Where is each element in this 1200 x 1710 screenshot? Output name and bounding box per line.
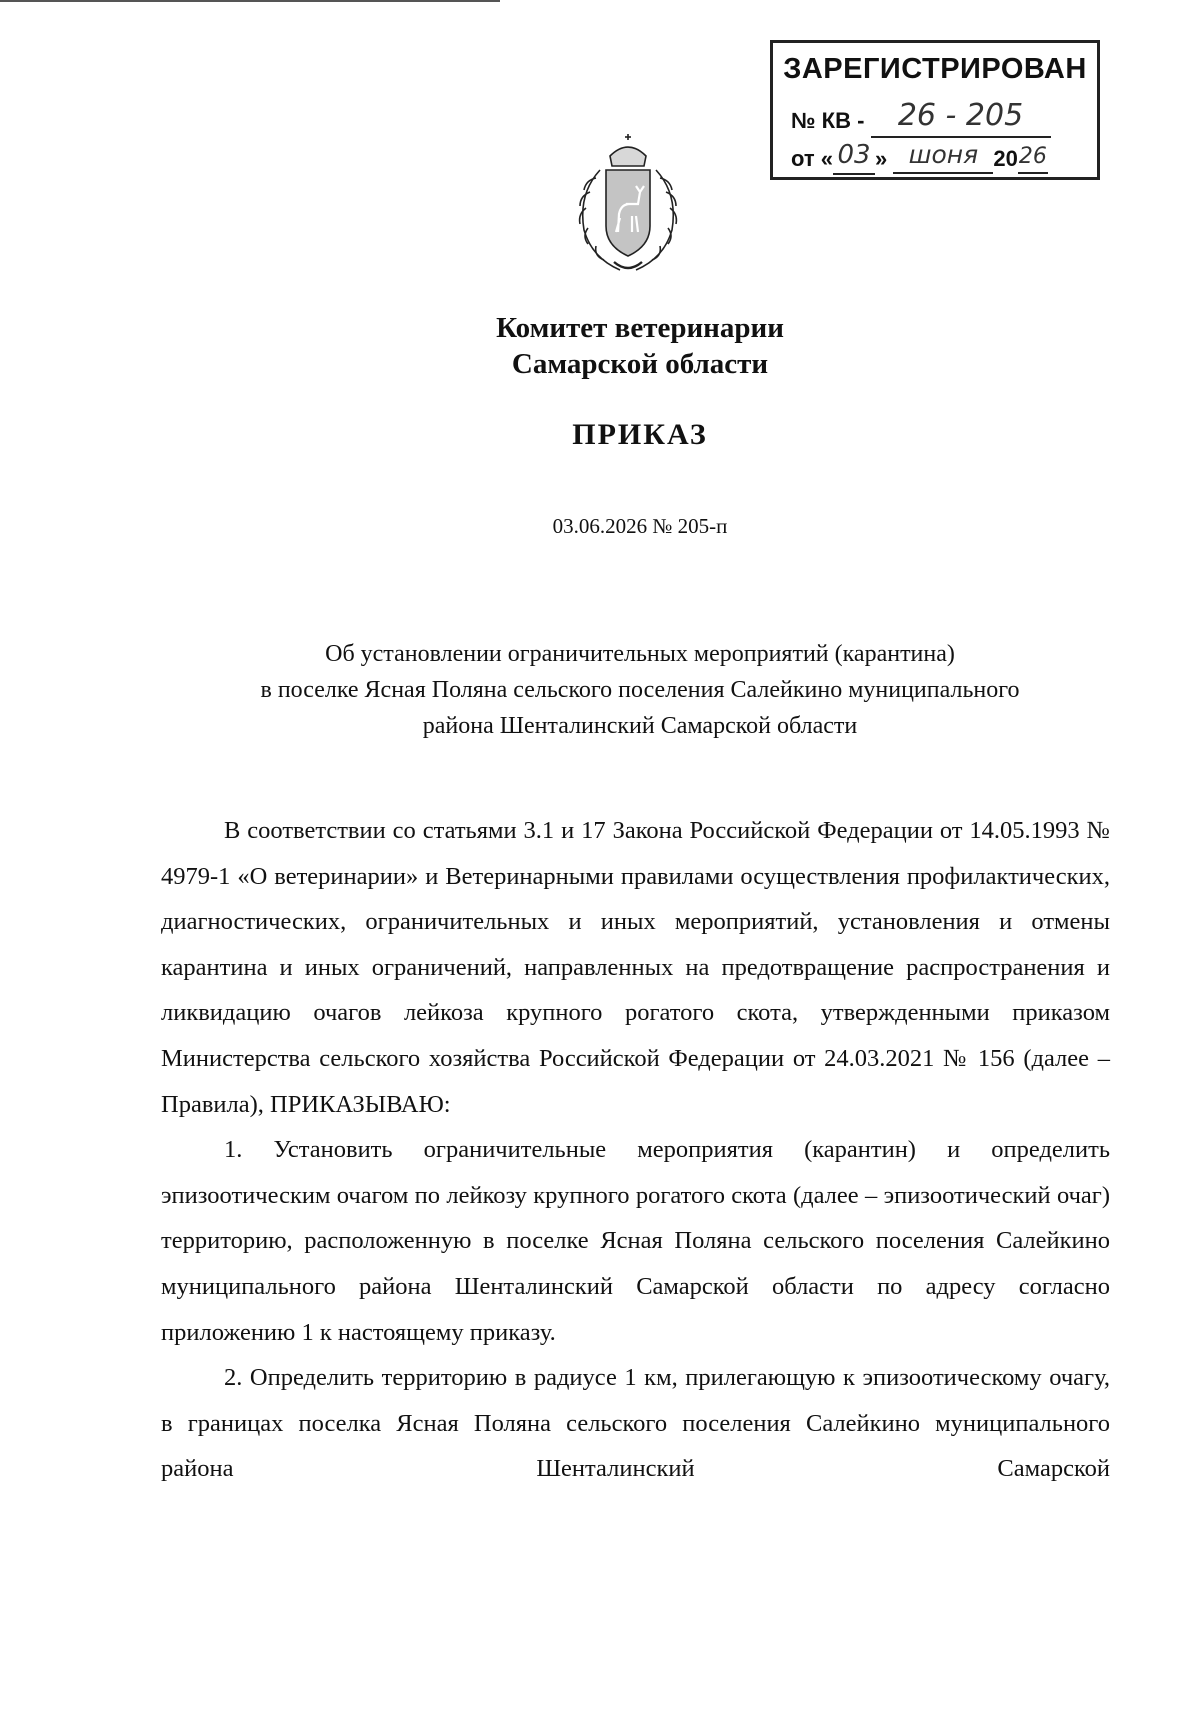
document-type: ПРИКАЗ: [572, 418, 708, 451]
stamp-title: ЗАРЕГИСТРИРОВАН: [783, 53, 1087, 85]
stamp-date-separator: »: [875, 146, 888, 171]
authority-line-2: Самарской области: [511, 348, 769, 381]
issuing-authority: [0, 310, 1200, 383]
document-date-number: 03.06.2026 № 205-п: [552, 514, 728, 538]
stamp-year-field: [1018, 146, 1048, 174]
document-subject: [0, 636, 1200, 744]
stamp-year-handwritten: 26: [1018, 144, 1047, 169]
stamp-date-row: [791, 140, 1083, 175]
body-paragraph-preamble: В соответствии со статьями 3.1 и 17 Закона Российской Федерации от 14.05.1993 № 4979-1 «О ветеринарии» и Ветеринарными правилами осуществления профилактических, диагностических, ограничительных и иных мероприятий, установления и отмены карантина и иных ограничений, направленных на предотвращение распространения и ликвидацию очагов лейкоза крупного рогатого скота, утвержденными приказом Министерства сельского хозяйства Российской Федерации от 24.03.2021 № 156 (далее – Правила), ПРИКАЗЫВАЮ:: [161, 817, 1110, 1118]
body-paragraph-item-1: 1. Установить ограничительные мероприятия (карантин) и определить эпизоотическим очагом по лейкозу крупного рогатого скота (далее – эпизоотический очаг) территорию, расположенную в поселке Ясная Поляна сельского поселения Салейкино муниципального района Шенталинский Самарской области по адресу согласно приложению 1 к настоящему приказу.: [161, 1136, 1110, 1346]
subject-line-2: в поселке Ясная Поляна сельского поселения Салейкино муниципального: [260, 677, 1020, 703]
stamp-number-handwritten: 26 - 205: [897, 98, 1024, 133]
document-body: [161, 808, 1110, 1492]
stamp-year-prefix: 20: [993, 146, 1018, 171]
stamp-number-field: [871, 98, 1051, 138]
stamp-month-field: [893, 140, 993, 174]
subject-line-3: района Шенталинский Самарской области: [422, 713, 858, 739]
stamp-day-field: [833, 140, 875, 175]
stamp-number-row: [791, 98, 1083, 138]
stamp-date-from-label: от «: [791, 146, 834, 171]
top-edge-line: [0, 0, 500, 2]
registration-stamp: [770, 40, 1100, 180]
stamp-month-handwritten: шоня: [908, 140, 979, 169]
subject-line-1: Об установлении ограничительных мероприятий (карантина): [325, 641, 955, 667]
authority-line-1: Комитет ветеринарии: [496, 312, 784, 344]
body-paragraph-item-2: 2. Определить территорию в радиусе 1 км, прилегающую к эпизоотическому очагу, в границах поселка Ясная Поляна сельского поселения Салейкино муниципального района Шенталинский Самарской: [161, 1364, 1110, 1483]
stamp-day-handwritten: 03: [837, 140, 871, 170]
stamp-number-label: № КВ -: [791, 108, 865, 133]
samara-coat-of-arms-icon: [566, 134, 690, 280]
